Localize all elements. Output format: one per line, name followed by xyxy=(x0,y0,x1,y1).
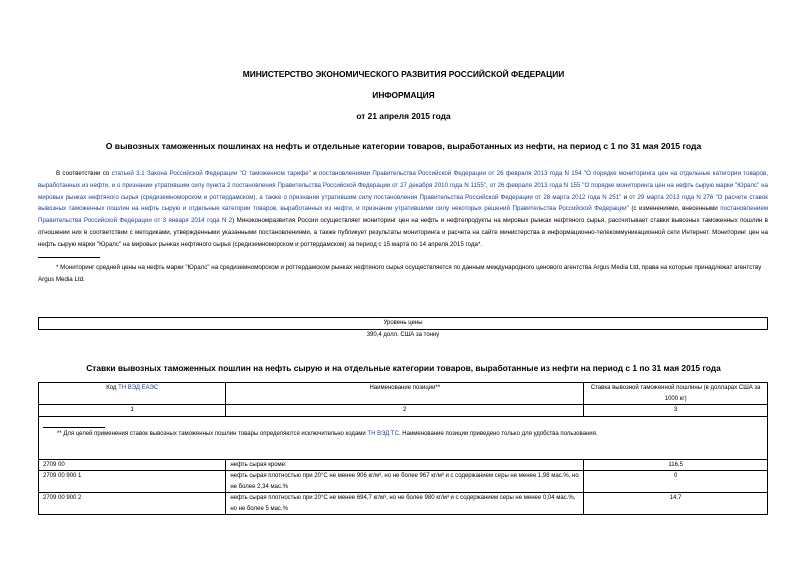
row-name: нефть сырая плотностью при 20°С не менее 694,7 кг/м³, но не более 980 кг/м³ и с содержанием серы не менее 0,04 мас.%, но не более 5 мас.% xyxy=(226,493,584,515)
table-row xyxy=(39,493,768,515)
para-text: (с изменениями, внесенными xyxy=(628,205,721,213)
info-date: от 21 апреля 2015 года xyxy=(356,111,451,121)
col-num-3: 3 xyxy=(584,405,768,417)
note-cell xyxy=(39,416,768,459)
note-prefix: ** Для целей применения ставок вывозных таможенных пошлин товары определяются исключительно кодами xyxy=(57,430,368,437)
col-num-2: 2 xyxy=(226,405,584,417)
row-rate: 14,7 xyxy=(584,493,768,515)
footnote: * Мониторинг средней цены на нефть марки "Юралс" на средиземноморском и роттердамском рынках нефтяного сырья осуществляется по данным международного ценового агентства Argus Media Ltd, права на которые принадлежат агентству Argus Media Ltd. xyxy=(38,264,762,283)
col-rate-header: Ставка вывозной таможенной пошлины (в долларах США за 1000 кг) xyxy=(584,383,768,405)
row-code: 2709 00 900 2 xyxy=(39,493,226,515)
info-label: ИНФОРМАЦИЯ xyxy=(372,90,435,100)
note-separator xyxy=(43,427,105,428)
para-text: , xyxy=(486,181,490,189)
para-text: ) Минэкономразвития России осуществляет мониторинг цен на нефть и нефтепродукты на мировых рынках нефтяного сырья, рассчитывает ставки вывозных таможенных пошлин в отношении них в соответствии с методиками, утвержденными указанными постановлениями, а также публикует результаты мониторинга и расчета на сайте министерства в информационно-телекоммуникационной сети Интернет. Мониторинг цен на нефть сырую марки "Юралс" на мировых рынках нефтяного сырья (средиземноморском и роттердамском) за период с 15 марта по 14 апреля 2015 года*. xyxy=(38,217,768,248)
main-paragraph xyxy=(38,168,768,251)
para-text: В соответствии со xyxy=(56,170,112,177)
tnved-ts-link[interactable]: ТН ВЭД ТС xyxy=(367,430,399,437)
col-name-header: Наименование позиции** xyxy=(226,383,584,405)
row-rate: 116,5 xyxy=(584,459,768,471)
rates-title: Ставки вывозных таможенных пошлин на нефть сырую и на отдельные категории товаров, выработанные из нефти на период с 1 по 31 мая 2015 года xyxy=(86,363,721,373)
row-name: нефть сырая плотностью при 20°С не менее 906 кг/м³, но не более 967 кг/м³ и с содержанием серы не менее 1,98 мас.%, но не более 2,34 мас.% xyxy=(226,471,584,493)
tnved-link[interactable]: ТН ВЭД ЕАЭС xyxy=(118,385,159,391)
price-value: 390,4 долл. США за тонну xyxy=(366,332,440,338)
row-rate: 0 xyxy=(584,471,768,493)
document-title: О вывозных таможенных пошлинах на нефть и отдельные категории товаров, выработанных из нефти, на период с 1 по 31 мая 2015 года xyxy=(105,141,702,151)
table-row xyxy=(39,459,768,471)
row-code: 2709 00 900 1 xyxy=(39,471,226,493)
row-name: нефть сырая кроме: xyxy=(226,459,584,471)
decree-155-link[interactable]: от 26 февраля 2013 года N 155 "О порядке мониторинга цен на нефть сырую марки "Юралс" на мировых рынках нефтяного сырья (средиземноморском и роттердамском), а также о признании утратившим силу постановления Правительства Российской Федерации от 28 марта 2012 года N 251" xyxy=(38,181,768,201)
note-text xyxy=(43,429,763,440)
para-text: и xyxy=(310,170,319,177)
price-table xyxy=(38,317,768,341)
col-num-1: 1 xyxy=(39,405,226,417)
price-header: Уровень цены xyxy=(39,318,768,330)
column-number-row xyxy=(39,405,768,417)
law-link[interactable]: статьей 3.1 Закона Российской Федерации "О таможенном тарифе" xyxy=(111,170,311,177)
note-row xyxy=(39,416,768,459)
col-code-prefix: Код xyxy=(106,385,119,391)
note-suffix: . Наименование позиции приведено только для удобства пользования. xyxy=(398,430,598,437)
para-text: и xyxy=(621,193,630,201)
footnote-separator xyxy=(38,257,100,258)
decree-2-link[interactable]: постановлением Правительства Российской Федерации от 3 января 2014 года N 2 xyxy=(38,205,769,225)
col-code-header xyxy=(39,383,226,405)
row-code: 2709 00 xyxy=(39,459,226,471)
decree-154-link[interactable]: постановлениями Правительства Российской Федерации от 26 февраля 2013 года N 154 "О порядке мониторинга цен на отдельные категории товаров, выработанных из нефти, и о признании утратившим силу пункта 2 постановления Правительства Российской Федерации от 27 декабря 2010 года N 1155" xyxy=(38,170,768,189)
rates-table xyxy=(38,382,768,515)
ministry-heading: МИНИСТЕРСТВО ЭКОНОМИЧЕСКОГО РАЗВИТИЯ РОССИЙСКОЙ ФЕДЕРАЦИИ xyxy=(242,69,565,79)
table-row xyxy=(39,471,768,493)
table-header-row xyxy=(39,383,768,405)
decree-276-link[interactable]: от 29 марта 2013 года N 276 "О расчете ставок вывозных таможенных пошлин на нефть сырую и отдельные категории товаров, выработанных из нефти, и признании утратившими силу некоторых решений Правительства Российской Федерации" xyxy=(38,193,768,213)
